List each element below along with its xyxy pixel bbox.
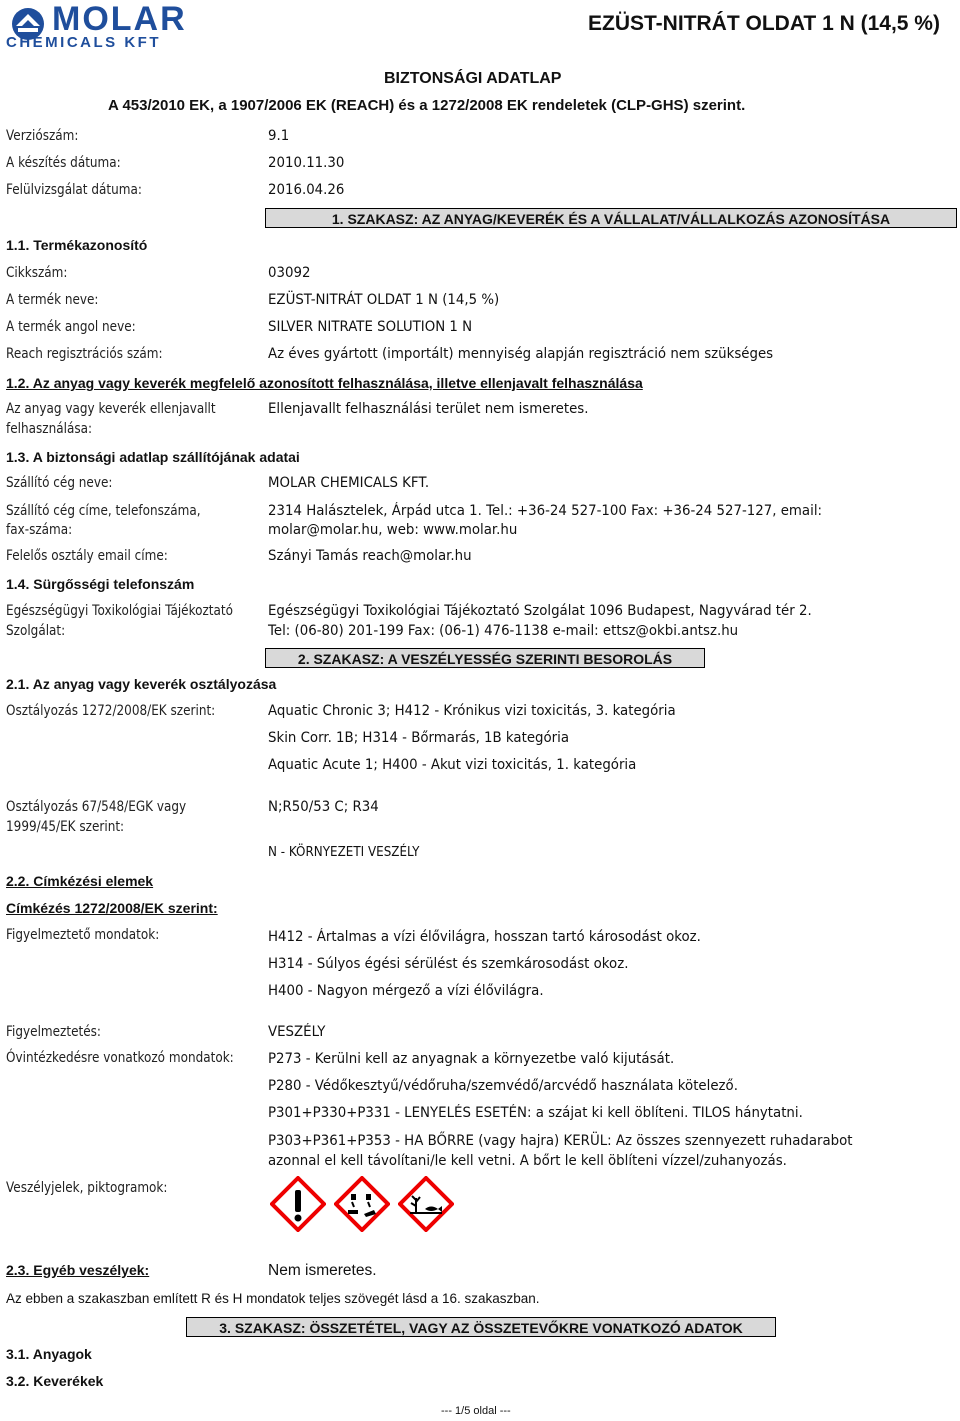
precaution-label: Óvintézkedésre vonatkozó mondatok:	[6, 1050, 234, 1066]
product-name-value: EZÜST-NITRÁT OLDAT 1 N (14,5 %)	[268, 292, 500, 308]
heading-2-2-clp: Címkézés 1272/2008/EK szerint:	[6, 900, 218, 916]
precaution-1: P273 - Kerülni kell az anyagnak a környezetbe való kijutását.	[268, 1051, 675, 1067]
clp-value-2: Skin Corr. 1B; H314 - Bőrmarás, 1B kategória	[268, 730, 570, 746]
exclamation-mark-icon	[270, 1176, 326, 1232]
reach-value: Az éves gyártott (importált) mennyiség alapján regisztráció nem szükséges	[268, 346, 774, 362]
emergency-label-2: Szolgálat:	[6, 623, 66, 639]
other-hazards-value: Nem ismeretes.	[268, 1262, 377, 1279]
doc-title: BIZTONSÁGI ADATLAP	[384, 70, 562, 87]
responsible-value: Szányi Tamás reach@molar.hu	[268, 548, 472, 564]
precaution-2: P280 - Védőkesztyű/védőruha/szemvédő/arcvédő használata kötelező.	[268, 1078, 738, 1094]
english-name-label: A termék angol neve:	[6, 319, 136, 335]
old-class-value-1: N;R50/53 C; R34	[268, 799, 379, 815]
clp-value-3: Aquatic Acute 1; H400 - Akut vizi toxicitás, 1. kategória	[268, 757, 637, 773]
section-3-bar: 3. SZAKASZ: ÖSSZETÉTEL, VAGY AZ ÖSSZETEVŐKRE VONATKOZÓ ADATOK	[186, 1317, 776, 1337]
created-value: 2010.11.30	[268, 155, 345, 171]
clp-value-1: Aquatic Chronic 3; H412 - Krónikus vizi toxicitás, 3. kategória	[268, 703, 676, 719]
item-number-label: Cikkszám:	[6, 265, 68, 281]
heading-3-1: 3.1. Anyagok	[6, 1346, 92, 1362]
regulation-line: A 453/2010 EK, a 1907/2006 EK (REACH) és a 1272/2008 EK rendeletek (CLP-GHS) szerint.	[108, 97, 746, 114]
version-value: 9.1	[268, 128, 290, 144]
old-class-label-2: 1999/45/EK szerint:	[6, 819, 125, 835]
item-number-value: 03092	[268, 265, 311, 281]
address-label-2: fax-száma:	[6, 522, 73, 538]
precaution-4: P303+P361+P353 - HA BŐRRE (vagy hajra) KERÜL: Az összes szennyezett ruhadarabot	[268, 1133, 853, 1149]
section-2-bar: 2. SZAKASZ: A VESZÉLYESSÉG SZERINTI BESOROLÁS	[265, 648, 705, 668]
environment-icon	[398, 1176, 454, 1232]
heading-3-2: 3.2. Keverékek	[6, 1373, 104, 1389]
hazard-statement-1: H412 - Ártalmas a vízi élővilágra, hosszan tartó károsodást okoz.	[268, 929, 701, 945]
hazard-statement-3: H400 - Nagyon mérgező a vízi élővilágra.	[268, 983, 544, 999]
heading-2-3: 2.3. Egyéb veszélyek:	[6, 1262, 150, 1278]
heading-1-1: 1.1. Termékazonosító	[6, 237, 148, 253]
address-label-1: Szállító cég címe, telefonszáma,	[6, 503, 201, 519]
revised-value: 2016.04.26	[268, 182, 345, 198]
heading-1-2: 1.2. Az anyag vagy keverék megfelelő azonosított felhasználása, illetve ellenjavalt felhasználása	[6, 375, 643, 391]
contraindicated-label-1: Az anyag vagy keverék ellenjavallt	[6, 401, 216, 417]
section-1-bar: 1. SZAKASZ: AZ ANYAG/KEVERÉK ÉS A VÁLLALAT/VÁLLALKOZÁS AZONOSÍTÁSA	[265, 208, 957, 228]
hazard-statement-2: H314 - Súlyos égési sérülést és szemkárosodást okoz.	[268, 956, 629, 972]
page-footer: --- 1/5 oldal ---	[441, 1405, 511, 1417]
clp-label: Osztályozás 1272/2008/EK szerint:	[6, 703, 216, 719]
created-label: A készítés dátuma:	[6, 155, 121, 171]
address-value-2: molar@molar.hu, web: www.molar.hu	[268, 522, 518, 538]
footnote-r-h: Az ebben a szakaszban említett R és H mondatok teljes szövegét lásd a 16. szakaszban.	[6, 1291, 540, 1306]
precaution-3: P301+P330+P331 - LENYELÉS ESETÉN: a szájat ki kell öblíteni. TILOS hánytatni.	[268, 1105, 803, 1121]
address-value-1: 2314 Halásztelek, Árpád utca 1. Tel.: +36-24 527-100 Fax: +36-24 527-127, email:	[268, 503, 823, 519]
signal-word-value: VESZÉLY	[268, 1024, 326, 1040]
contraindicated-value: Ellenjavallt felhasználási terület nem ismeretes.	[268, 401, 589, 417]
logo-sub: CHEMICALS KFT	[6, 34, 161, 51]
molar-logo	[6, 0, 226, 51]
corrosion-icon	[334, 1176, 390, 1232]
supplier-value: MOLAR CHEMICALS KFT.	[268, 475, 430, 491]
emergency-value-1: Egészségügyi Toxikológiai Tájékoztató Szolgálat 1096 Budapest, Nagyvárad tér 2.	[268, 603, 812, 619]
revised-label: Felülvizsgálat dátuma:	[6, 182, 142, 198]
product-title: EZÜST-NITRÁT OLDAT 1 N (14,5 %)	[588, 12, 940, 35]
version-label: Verziószám:	[6, 128, 79, 144]
product-name-label: A termék neve:	[6, 292, 99, 308]
emergency-value-2: Tel: (06-80) 201-199 Fax: (06-1) 476-1138 e-mail: ettsz@okbi.antsz.hu	[268, 623, 739, 639]
english-name-value: SILVER NITRATE SOLUTION 1 N	[268, 319, 473, 335]
hazard-statements-label: Figyelmeztető mondatok:	[6, 927, 160, 943]
old-class-label-1: Osztályozás 67/548/EGK vagy	[6, 799, 187, 815]
precaution-5: azonnal el kell távolítani/le kell vetni. A bőrt le kell öblíteni vízzel/zuhanyozás.	[268, 1153, 787, 1169]
heading-2-1: 2.1. Az anyag vagy keverék osztályozása	[6, 676, 277, 692]
old-class-value-2: N - KÖRNYEZETI VESZÉLY	[268, 845, 420, 860]
responsible-label: Felelős osztály email címe:	[6, 548, 168, 564]
signal-word-label: Figyelmeztetés:	[6, 1024, 101, 1040]
supplier-label: Szállító cég neve:	[6, 475, 113, 491]
heading-1-3: 1.3. A biztonsági adatlap szállítójának adatai	[6, 449, 300, 465]
heading-1-4: 1.4. Sürgősségi telefonszám	[6, 576, 195, 592]
reach-label: Reach regisztrációs szám:	[6, 346, 163, 362]
contraindicated-label-2: felhasználása:	[6, 421, 93, 437]
logo-word: MOLAR	[52, 0, 187, 38]
heading-2-2: 2.2. Címkézési elemek	[6, 873, 154, 889]
emergency-label-1: Egészségügyi Toxikológiai Tájékoztató	[6, 603, 233, 619]
pictograms-label: Veszélyjelek, piktogramok:	[6, 1180, 168, 1196]
